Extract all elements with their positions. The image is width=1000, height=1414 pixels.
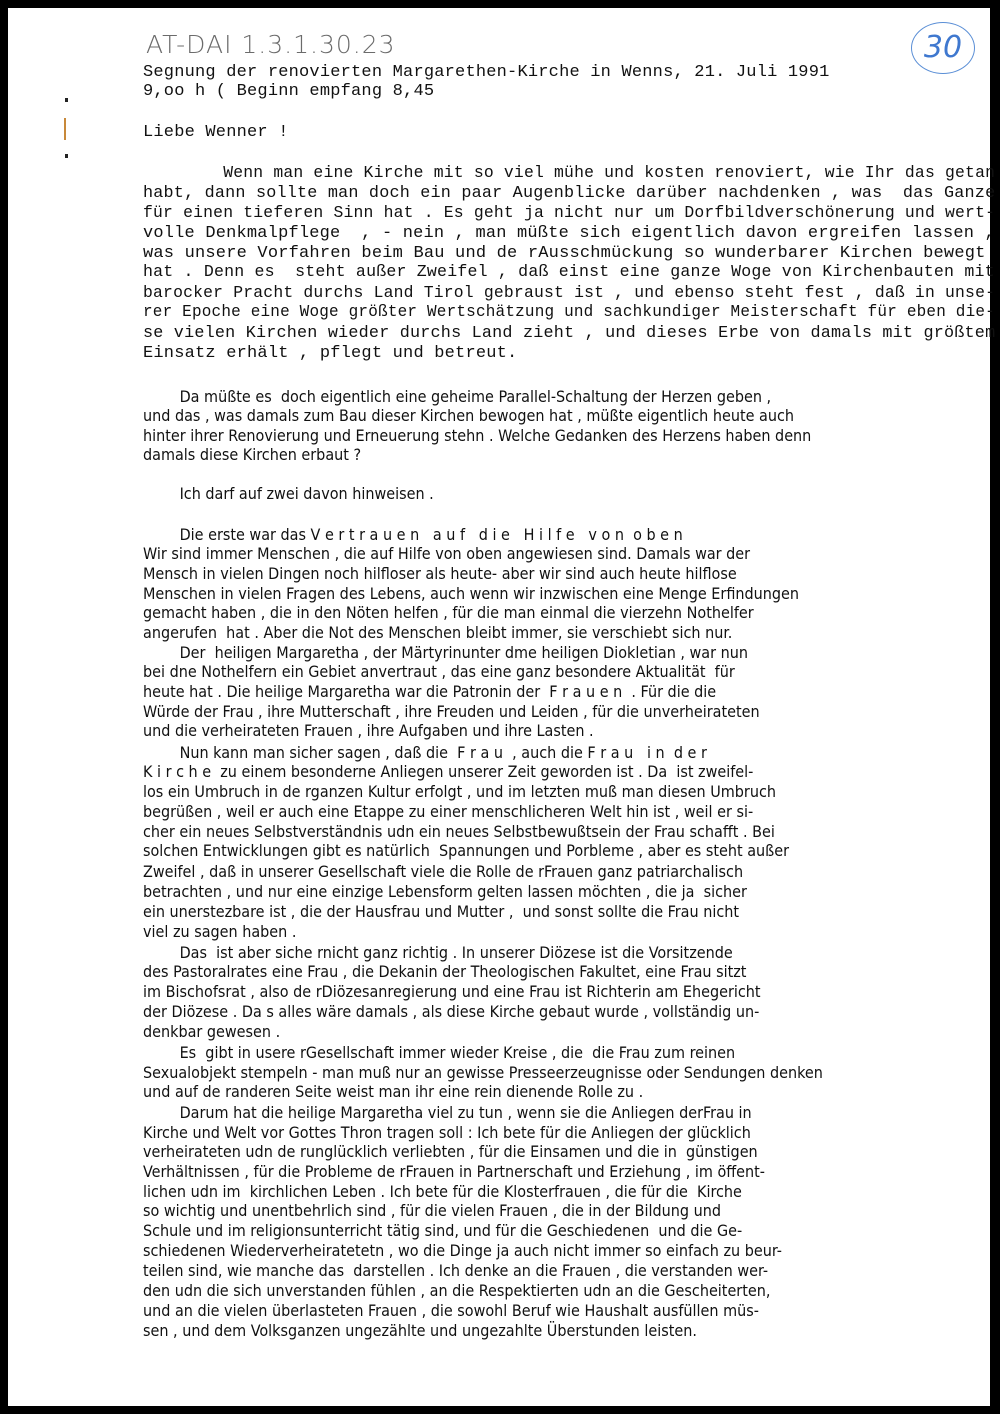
body-line: und das , was damals zum Bau dieser Kirchen bewogen hat , müßte eigentlich heute auch [143, 406, 795, 425]
body-line: und an die vielen überlasteten Frauen , die sowohl Beruf wie Haushalt ausfüllen müs- [143, 1301, 759, 1320]
body-line: volle Denkmalpflege , - nein , man müßte sich eigentlich davon ergreifen lassen , [143, 224, 995, 243]
body-line: Zweifel , daß in unserer Gesellschaft viele die Rolle de rFrauen ganz patriarchalisch [143, 862, 744, 881]
body-line: sen , und dem Volksganzen ungezählte und ungezahlte Überstunden leisten. [143, 1321, 697, 1340]
body-line: des Pastoralrates eine Frau , die Dekanin der Theologischen Fakultet, eine Frau sitzt [143, 962, 747, 981]
body-line: damals diese Kirchen erbaut ? [143, 445, 362, 464]
body-line: rer Epoche eine Woge größter Wertschätzung und sachkundiger Meisterschaft für eben die- [143, 303, 995, 322]
body-line: cher ein neues Selbstverständnis udn ein neues Selbstbewußtsein der Frau schafft . Bei [143, 822, 775, 841]
body-line: ein unerstezbare ist , die der Hausfrau und Mutter , und sonst sollte die Frau nicht [143, 902, 739, 921]
body-line: schiedenen Wiederverheiratetetn , wo die Dinge ja auch nicht immer so einfach zu beur- [143, 1241, 782, 1260]
body-line: Mensch in vielen Dingen noch hilfloser als heute- aber wir sind auch heute hilflose [143, 564, 737, 583]
body-line: Würde der Frau , ihre Mutterschaft , ihre Freuden und Leiden , für die unverheirateten [143, 702, 760, 721]
body-line: Wenn man eine Kirche mit so viel mühe und kosten renoviert, wie Ihr das getan [143, 164, 996, 183]
body-line: verheirateten udn de runglücklich verliebten , für die Einsamen und die in günstigen [143, 1142, 758, 1161]
body-line: habt, dann sollte man doch ein paar Augenblicke darüber nachdenken , was das Ganze [143, 184, 996, 203]
body-line: Verhältnissen , für die Probleme de rFrauen in Partnerschaft und Erziehung , im öffent- [143, 1162, 765, 1181]
body-line: Sexualobjekt stempeln - man muß nur an gewisse Presseerzeugnisse oder Sendungen denken [143, 1063, 823, 1082]
body-line: viel zu sagen haben . [143, 922, 297, 941]
body-line: gemacht haben , die in den Nöten helfen , für die man einmal die vierzehn Nothelfer [143, 603, 754, 622]
body-line: im Bischofsrat , also de rDiözesanregierung und eine Frau ist Richterin am Ehegericht [143, 982, 761, 1001]
body-line: Darum hat die heilige Margaretha viel zu tun , wenn sie die Anliegen derFrau in [143, 1103, 752, 1122]
body-line: hinter ihrer Renovierung und Erneuerung stehn . Welche Gedanken des Herzens haben denn [143, 426, 812, 445]
body-line: Die erste war das V e r t r a u e n a u f d i e H i l f e v o n o b e n [143, 525, 683, 544]
margin-punch-mark [64, 118, 66, 140]
body-line: Wir sind immer Menschen , die auf Hilfe von oben angewiesen sind. Damals war der [143, 544, 751, 563]
body-line: betrachten , und nur eine einzige Lebensform gelten lassen möchten , die ja sicher [143, 882, 747, 901]
document-time: 9,oo h ( Beginn empfang 8,45 [143, 82, 435, 101]
body-line: der Diözese . Da s alles wäre damals , als diese Kirche gebaut wurde , vollständig un- [143, 1002, 760, 1021]
body-line: so wichtig und unentbehrlich sind , für die vielen Frauen , die in der Bildung und [143, 1201, 721, 1220]
body-line: für einen tieferen Sinn hat . Es geht ja nicht nur um Dorfbildverschönerung und wert- [143, 204, 996, 223]
body-line: angerufen hat . Aber die Not des Menschen bleibt immer, sie verschiebt sich nur. [143, 623, 733, 642]
document-title: Segnung der renovierten Margarethen-Kirche in Wenns, 21. Juli 1991 [143, 63, 830, 82]
archive-reference-handwritten: AT-DAI 1.3.1.30.23 [146, 30, 396, 59]
document-page [8, 8, 996, 1406]
body-line: Ich darf auf zwei davon hinweisen . [143, 484, 434, 503]
body-line: hat . Denn es steht außer Zweifel , daß einst eine ganze Woge von Kirchenbauten mit [143, 263, 995, 282]
body-line: solchen Entwicklungen gibt es natürlich Spannungen und Porbleme , aber es steht außer [143, 841, 789, 860]
body-line: Menschen in vielen Fragen des Lebens, auch wenn wir inzwischen eine Menge Erfindungen [143, 584, 800, 603]
body-line: Nun kann man sicher sagen , daß die F r a u , auch die F r a u i n d e r [143, 743, 707, 762]
body-line: lichen udn im kirchlichen Leben . Ich bete für die Klosterfrauen , die für die Kirche [143, 1182, 742, 1201]
body-line: barocker Pracht durchs Land Tirol gebraust ist , und ebenso steht fest , daß in unse- [143, 284, 996, 303]
body-line: bei dne Nothelfern ein Gebiet anvertraut , das eine ganz besondere Aktualität für [143, 662, 735, 681]
salutation: Liebe Wenner ! [143, 123, 289, 142]
body-line: Schule und im religionsunterricht tätig sind, und für die Geschiedenen und die Ge- [143, 1221, 743, 1240]
body-line: begrüßen , weil er auch eine Etappe zu einer menschlicheren Welt hin ist , weil er si- [143, 802, 754, 821]
body-line: und die verheirateten Frauen , ihre Aufgaben und ihre Lasten . [143, 721, 594, 740]
body-line: Es gibt in usere rGesellschaft immer wieder Kreise , die die Frau zum reinen [143, 1043, 736, 1062]
margin-dot [65, 154, 68, 158]
page-number-circled: 30 [911, 22, 975, 74]
body-line: was unsere Vorfahren beim Bau und de rAusschmückung so wunderbarer Kirchen bewegt [143, 244, 986, 263]
body-line: und auf de randeren Seite weist man ihr eine rein dienende Rolle zu . [143, 1082, 644, 1101]
body-line: Da müßte es doch eigentlich eine geheime Parallel-Schaltung der Herzen geben , [143, 387, 772, 406]
body-line: Der heiligen Margaretha , der Märtyrinunter dme heiligen Diokletian , war nun [143, 643, 748, 662]
body-line: los ein Umbruch in de rganzen Kultur erfolgt , und im letzten muß man diesen Umbruch [143, 782, 776, 801]
body-line: K i r c h e zu einem besonderne Anliegen unserer Zeit geworden ist . Da ist zweifel- [143, 762, 754, 781]
body-line: denkbar gewesen . [143, 1022, 281, 1041]
margin-dot [65, 98, 68, 102]
body-line: Das ist aber siche rnicht ganz richtig . In unserer Diözese ist die Vorsitzende [143, 943, 733, 962]
body-line: se vielen Kirchen wieder durchs Land zieht , und dieses Erbe von damals mit größtem [143, 324, 996, 343]
body-line: Einsatz erhält , pflegt und betreut. [143, 344, 518, 363]
body-line: teilen sind, wie manche das darstellen . Ich denke an die Frauen , die verstanden wer- [143, 1261, 769, 1280]
body-line: den udn die sich unverstanden fühlen , an die Respektierten udn an die Gescheiterten, [143, 1281, 771, 1300]
body-line: heute hat . Die heilige Margaretha war die Patronin der F r a u e n . Für die die [143, 682, 717, 701]
body-line: Kirche und Welt vor Gottes Thron tragen soll : Ich bete für die Anliegen der glücklich [143, 1123, 751, 1142]
